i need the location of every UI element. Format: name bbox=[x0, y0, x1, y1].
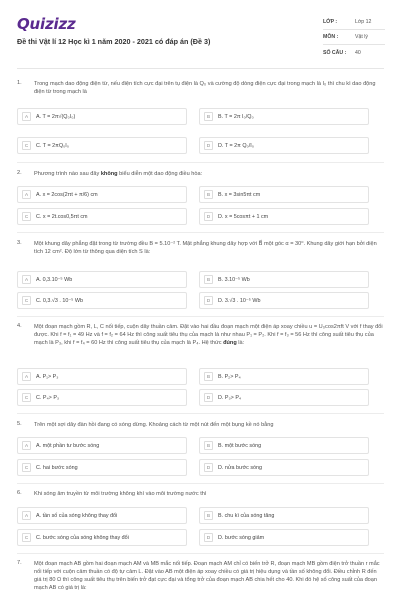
option-letter: D bbox=[204, 296, 213, 305]
option-a[interactable] bbox=[17, 186, 187, 203]
option-text: A. T = 2π√(Q₀I₀) bbox=[36, 113, 76, 120]
option-letter: C bbox=[22, 212, 31, 221]
meta-key: MÔN : bbox=[323, 34, 339, 40]
option-letter: D bbox=[204, 212, 213, 221]
option-letter: C bbox=[22, 463, 31, 472]
question-number: 5. bbox=[17, 421, 22, 427]
option-a[interactable] bbox=[17, 507, 187, 524]
meta-value: Lớp 12 bbox=[355, 19, 372, 25]
option-letter: B bbox=[204, 112, 213, 121]
meta-table bbox=[323, 15, 385, 60]
meta-row-class bbox=[323, 15, 385, 30]
option-text: D. T = 2π Q₀/I₀ bbox=[218, 142, 255, 149]
question-text: Trên một sợi dây đàn hồi đang có sóng dừng. Khoảng cách từ một nút đến một bụng kề nó bằng bbox=[34, 422, 274, 428]
option-c[interactable] bbox=[17, 529, 187, 546]
question-text: Khi sóng âm truyền từ môi trường không khí vào môi trường nước thì bbox=[34, 491, 207, 497]
option-letter: A bbox=[22, 112, 31, 121]
option-text: B. T = 2π I₀/Q₀ bbox=[218, 113, 254, 120]
option-letter: A bbox=[22, 441, 31, 450]
option-b[interactable] bbox=[199, 368, 369, 385]
question-number: 1. bbox=[17, 80, 22, 86]
question-text: Phương trình nào sau đây không biểu diễn một dao động điều hòa: bbox=[34, 171, 203, 177]
option-text: A. một phần tư bước sóng bbox=[36, 442, 100, 449]
option-letter: C bbox=[22, 141, 31, 150]
meta-row-count bbox=[323, 45, 385, 60]
question-number: 3. bbox=[17, 240, 22, 246]
option-text: A. x = 2cos(2πt + π/6) cm bbox=[36, 191, 98, 198]
option-b[interactable] bbox=[199, 437, 369, 454]
option-letter: A bbox=[22, 190, 31, 199]
question-text: Trong mạch dao động điện từ, nếu điện tích cực đại trên tụ điện là Q₀ và cường độ dòng điện cực đại trong mạch là I₀ thì chu kì dao động điện từ trong mạch là bbox=[34, 81, 376, 95]
question-text: Một đoạn mạch AB gồm hai đoạn mạch AM và MB mắc nối tiếp. Đoạn mạch AM chỉ có biến trở R, đoạn mạch MB gồm điện trở thuần r mắc nối tiếp với cuộn cảm thuần có độ tự cảm L. Đặt vào AB một điện áp xoay chiều có giá trị hiệu dụng và tần số không đổi. Điều chỉnh R đến giá trị 80 Ω thì công suất tiêu thụ trên biến trở đạt cực đại và tổng trở của đoạn mạch AB chia hết cho 40. Khi đó hệ số công suất của đoạn mạch AB có giá trị là: bbox=[34, 561, 380, 591]
option-d[interactable] bbox=[199, 292, 369, 309]
option-letter: D bbox=[204, 463, 213, 472]
option-text: A. 0,3.10⁻⁵ Wb bbox=[36, 276, 73, 283]
option-c[interactable] bbox=[17, 459, 187, 476]
option-text: C. T = 2πQ₀I₀ bbox=[36, 142, 70, 149]
quizizz-logo: Quizizz bbox=[17, 15, 76, 33]
option-text: C. x = 2t.cos0,5πt cm bbox=[36, 213, 88, 220]
option-letter: B bbox=[204, 511, 213, 520]
option-a[interactable] bbox=[17, 108, 187, 125]
option-letter: C bbox=[22, 533, 31, 542]
option-text: A. P₁> P₃ bbox=[36, 373, 59, 380]
option-letter: D bbox=[204, 533, 213, 542]
option-text: D. x = 5cosπt + 1 cm bbox=[218, 213, 269, 220]
option-letter: D bbox=[204, 393, 213, 402]
document-title: Đề thi Vật lí 12 Học kì 1 năm 2020 - 2021 có đáp án (Đề 3) bbox=[17, 37, 211, 46]
option-letter: B bbox=[204, 275, 213, 284]
option-text: B. x = 3sin5πt cm bbox=[218, 191, 261, 198]
option-d[interactable] bbox=[199, 137, 369, 154]
option-b[interactable] bbox=[199, 271, 369, 288]
option-letter: C bbox=[22, 393, 31, 402]
option-c[interactable] bbox=[17, 292, 187, 309]
option-text: D. nửa bước sóng bbox=[218, 464, 263, 471]
option-a[interactable] bbox=[17, 271, 187, 288]
option-d[interactable] bbox=[199, 208, 369, 225]
meta-key: LỚP : bbox=[323, 19, 338, 25]
option-b[interactable] bbox=[199, 108, 369, 125]
meta-row-subject bbox=[323, 30, 385, 45]
question-separator bbox=[17, 483, 384, 484]
question-separator bbox=[17, 316, 384, 317]
question-text: Một khung dây phẳng đặt trong từ trường đều B = 5.10⁻² T. Mặt phẳng khung dây hợp với B⃗ một góc α = 30⁰. Khung dây giới hạn bởi diện tích 12 cm². Độ lớn từ thông qua diện tích S là: bbox=[34, 241, 377, 255]
question-separator bbox=[17, 232, 384, 233]
option-text: A. tần số của sóng không thay đổi bbox=[36, 512, 118, 519]
question-number: 2. bbox=[17, 170, 22, 176]
option-text: D. P₃> P₄ bbox=[218, 394, 242, 401]
option-letter: A bbox=[22, 275, 31, 284]
option-b[interactable] bbox=[199, 186, 369, 203]
option-letter: B bbox=[204, 190, 213, 199]
option-text: B. 3.10⁻⁵ Wb bbox=[218, 276, 250, 283]
option-c[interactable] bbox=[17, 208, 187, 225]
option-text: B. một bước sóng bbox=[218, 442, 262, 449]
question-separator bbox=[17, 413, 384, 414]
question-separator bbox=[17, 162, 384, 163]
option-d[interactable] bbox=[199, 389, 369, 406]
option-text: D. 3.√3 . 10⁻⁵ Wb bbox=[218, 297, 261, 304]
question-separator bbox=[17, 553, 384, 554]
meta-key: SỐ CÂU : bbox=[323, 49, 347, 56]
option-d[interactable] bbox=[199, 459, 369, 476]
meta-value: Vật lý bbox=[355, 34, 368, 40]
question-number: 4. bbox=[17, 323, 22, 329]
option-text: C. P₄> P₃ bbox=[36, 394, 60, 401]
header-divider bbox=[17, 68, 384, 69]
option-text: C. 0,3.√3 . 10⁻⁵ Wb bbox=[36, 297, 83, 304]
option-c[interactable] bbox=[17, 137, 187, 154]
option-a[interactable] bbox=[17, 368, 187, 385]
option-text: D. bước sóng giảm bbox=[218, 534, 265, 541]
option-letter: A bbox=[22, 372, 31, 381]
question-text: Một đoạn mạch gồm R, L, C nối tiếp, cuộn dây thuần cảm. Đặt vào hai đầu đoạn mạch một điện áp xoay chiều u = U₀cos2πft V với f thay đổi được. Khi f = f₁ = 49 Hz và f = f₂ = 64 Hz thì công suất tiêu thụ của mạch là như nhau P₁ = P₂. Khi f = f₃ = 56 Hz thì công suất tiêu thụ của mạch là P₃, khi f = f₄ = 60 Hz thì công suất tiêu thụ của mạch là P₄. Hệ thức đúng là: bbox=[34, 324, 383, 346]
question-number: 6. bbox=[17, 490, 22, 496]
option-letter: B bbox=[204, 441, 213, 450]
option-text: B. P₂> P₄ bbox=[218, 373, 241, 380]
question-number: 7. bbox=[17, 560, 22, 566]
option-a[interactable] bbox=[17, 437, 187, 454]
option-letter: C bbox=[22, 296, 31, 305]
option-letter: A bbox=[22, 511, 31, 520]
option-text: C. hai bước sóng bbox=[36, 464, 78, 471]
option-letter: B bbox=[204, 372, 213, 381]
option-d[interactable] bbox=[199, 529, 369, 546]
option-letter: D bbox=[204, 141, 213, 150]
option-c[interactable] bbox=[17, 389, 187, 406]
option-text: B. chu kì của sóng tăng bbox=[218, 512, 275, 519]
meta-value: 40 bbox=[355, 49, 361, 56]
option-b[interactable] bbox=[199, 507, 369, 524]
option-text: C. bước sóng của sóng không thay đổi bbox=[36, 534, 129, 541]
